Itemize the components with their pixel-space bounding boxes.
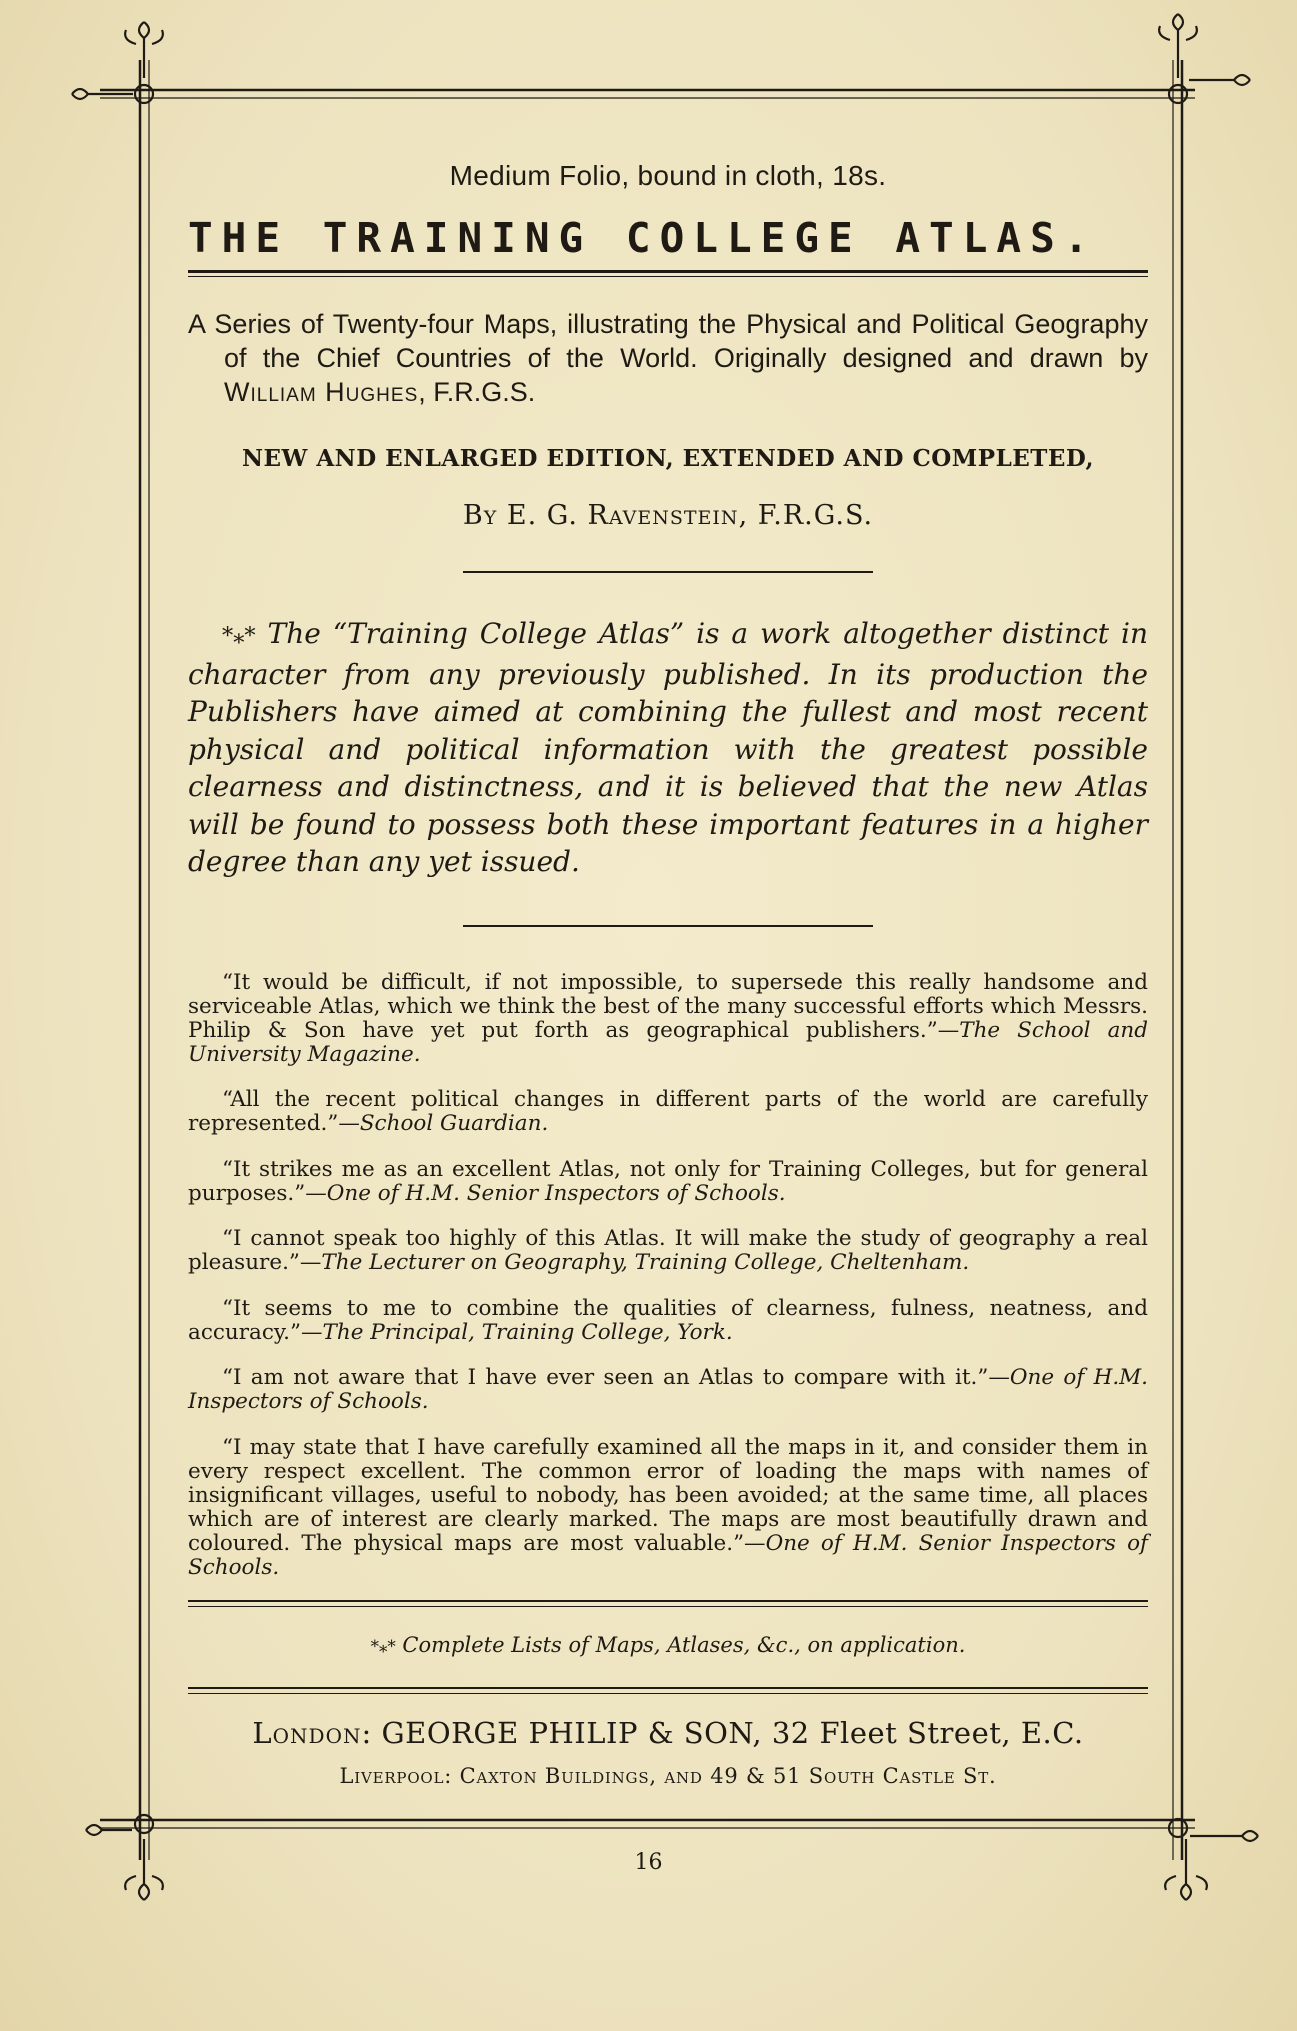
testimonial-source: One of H.M. Senior Inspectors of Schools. — [326, 1180, 786, 1206]
testimonial — [188, 1436, 1148, 1580]
testimonial-text: “I am not aware that I have ever seen an Atlas to compare with it.”— — [222, 1365, 1010, 1390]
atlas-title: THE TRAINING COLLEGE ATLAS. — [188, 214, 1148, 273]
testimonial-text: “I cannot speak too highly of this Atlas. It will make the study of geography a real pleasure.”— — [188, 1226, 1148, 1275]
series-text-before: A Series of Twenty-four Maps, illustrating the Physical and Political Geography of the Chief Countries of the World. Originally designed and drawn by — [188, 309, 1148, 373]
edition-line: NEW AND ENLARGED EDITION, EXTENDED AND COMPLETED, — [241, 445, 1095, 472]
testimonial-source: The School and University Magazine. — [188, 1017, 1148, 1067]
double-rule — [188, 1687, 1148, 1694]
testimonial — [188, 1227, 1148, 1275]
testimonial — [188, 1088, 1148, 1136]
testimonial — [188, 1158, 1148, 1206]
imprint-london — [188, 1716, 1148, 1750]
by-prefix: By — [462, 500, 498, 531]
testimonial-source: The Principal, Training College, York. — [322, 1319, 733, 1345]
divider-rule — [463, 925, 873, 927]
testimonial — [188, 1366, 1148, 1414]
testimonial-text: “It seems to me to combine the qualities of clearness, fulness, neatness, and accuracy.”— — [188, 1295, 1148, 1345]
double-rule — [188, 1600, 1148, 1607]
advertisement-content — [188, 150, 1148, 1788]
london-address: : GEORGE PHILIP & SON, 32 Fleet Street, E.C. — [361, 1715, 1084, 1750]
testimonial — [188, 971, 1148, 1067]
testimonial-source: The Lecturer on Geography, Training College, Cheltenham. — [321, 1250, 970, 1275]
page-number: 16 — [634, 1850, 663, 1875]
liverpool-label: Liverpool — [339, 1763, 445, 1788]
testimonial-source: School Guardian. — [359, 1111, 549, 1136]
testimonial — [188, 1297, 1148, 1345]
liverpool-address: : Caxton Buildings, and 49 & 51 South Castle St. — [444, 1763, 997, 1788]
testimonial-source: One of H.M. Senior Inspectors of Schools. — [188, 1530, 1148, 1580]
series-description — [188, 307, 1148, 409]
asterism: *⁎* — [370, 1635, 396, 1656]
lists-note-text: Complete Lists of Maps, Atlases, &c., on application. — [402, 1632, 966, 1657]
editor-name: E. G. Ravenstein — [506, 500, 739, 531]
author-name: William Hughes — [224, 377, 419, 407]
lists-note — [188, 1633, 1148, 1657]
asterism: *⁎* — [222, 623, 256, 649]
testimonial-text: “It strikes me as an excellent Atlas, not only for Training Colleges, but for general purposes.”— — [188, 1156, 1148, 1206]
london-label: London — [252, 1715, 362, 1750]
testimonials — [188, 971, 1148, 1580]
publisher-notice — [188, 615, 1148, 881]
testimonial-source: One of H.M. Inspectors of Schools. — [188, 1365, 1149, 1414]
testimonial-text: “I may state that I have carefully examined all the maps in it, and consider them in every respect excellent. The common error of loading the maps with names of insignificant villages, useful to nobody, has been avoided; at the same time, all places which are of interest are clearly marked. The maps are most beautifully drawn and coloured. The physical maps are most valuable.”— — [188, 1434, 1148, 1556]
price-line: Medium Folio, bound in cloth, 18s. — [449, 160, 887, 191]
testimonial-text: “It would be difficult, if not impossible, to supersede this really handsome and serviceable Atlas, which we think the best of the many successful efforts which Messrs. Philip & Son have yet put forth as geographical publishers.”— — [188, 969, 1148, 1043]
notice-text: The “Training College Atlas” is a work altogether distinct in character from any previously published. In its production the Publishers have aimed at combining the fullest and most recent physical and political information with the greatest possible clearness and distinctness, and it is believed that the new Atlas will be found to possess both these important features in a higher degree than any yet issued. — [188, 617, 1148, 878]
series-text-after: , F.R.G.S. — [418, 377, 536, 407]
imprint-liverpool — [188, 1764, 1148, 1788]
editor-line — [188, 500, 1148, 531]
editor-suffix: , F.R.G.S. — [738, 500, 874, 531]
testimonial-text: “All the recent political changes in different parts of the world are carefully represented.”— — [188, 1087, 1148, 1136]
title-rule — [188, 276, 1148, 277]
divider-rule — [463, 571, 873, 573]
